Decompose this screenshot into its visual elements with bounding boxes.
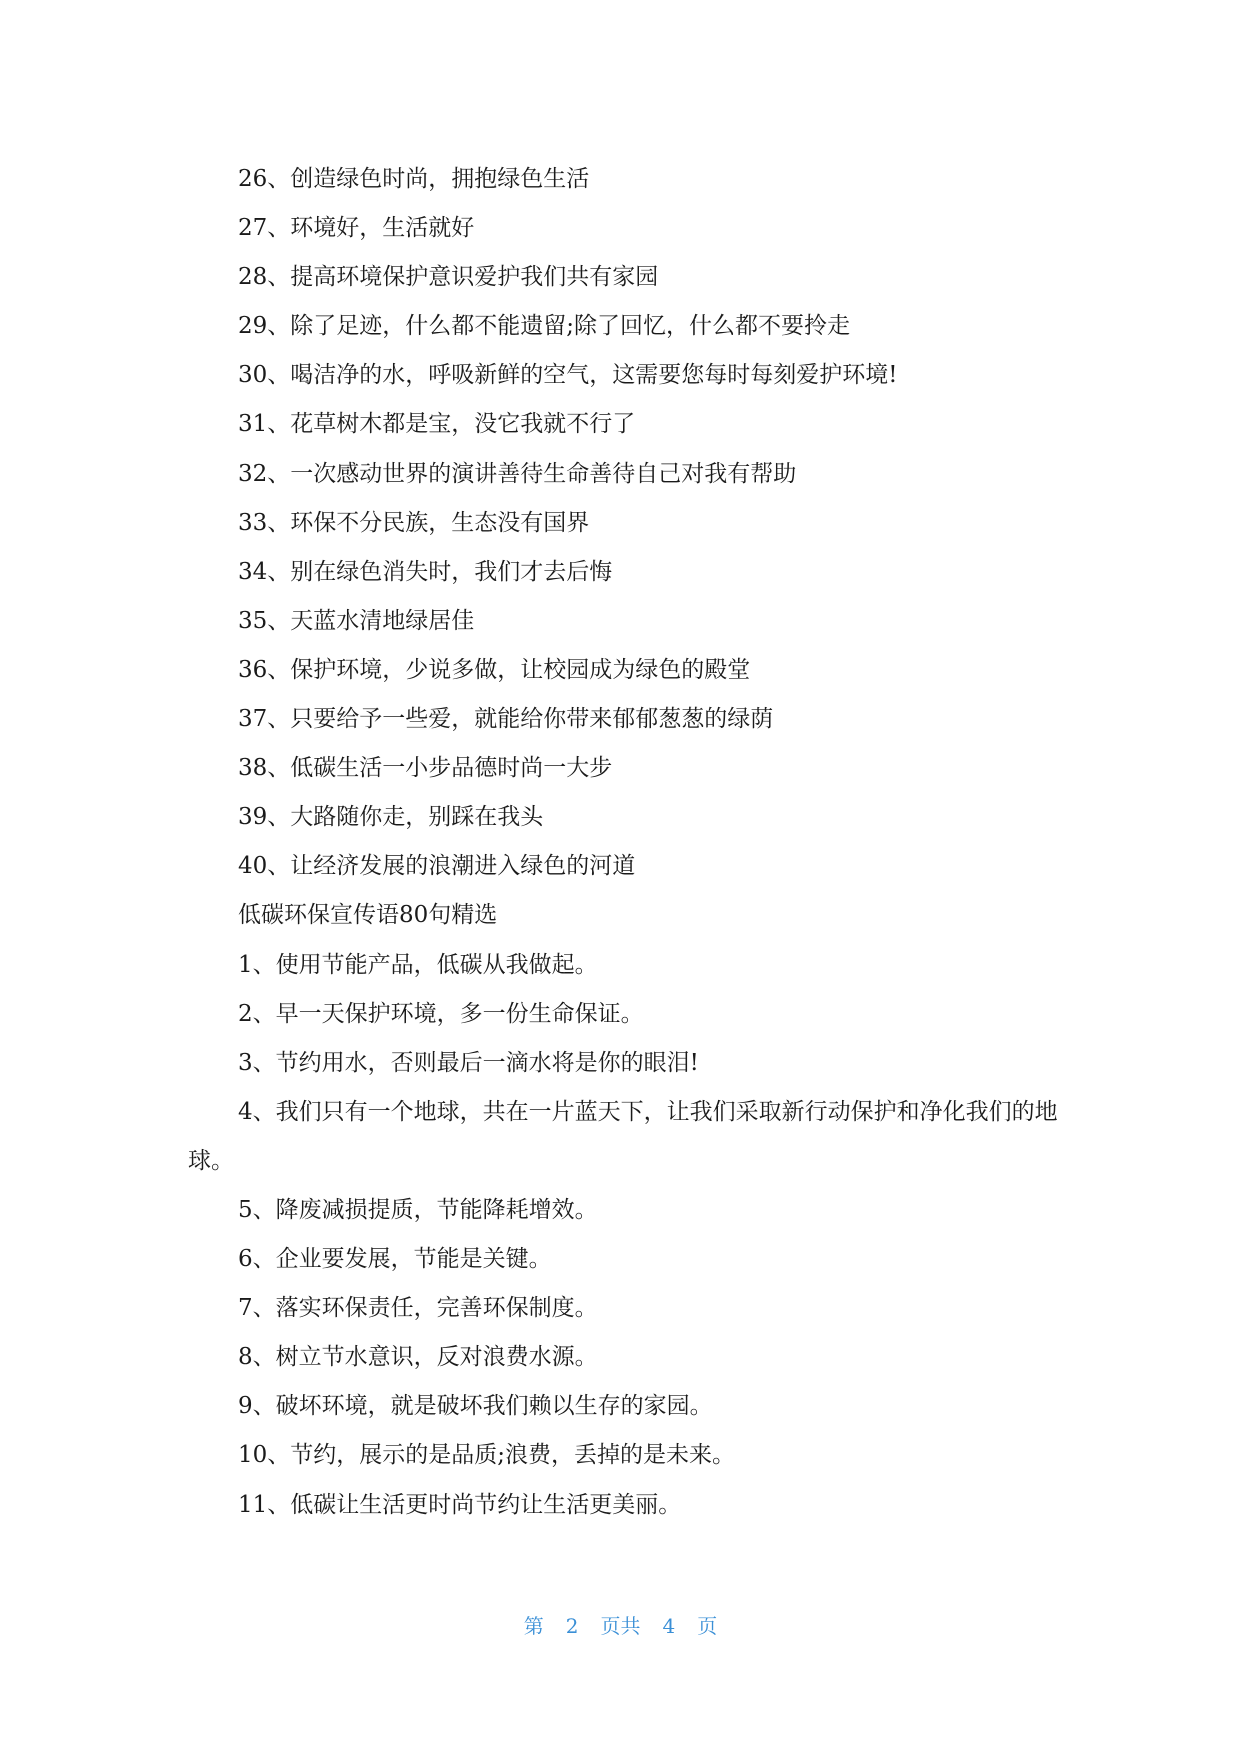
list-item: 9、破坏环境，就是破坏我们赖以生存的家园。 bbox=[238, 1393, 713, 1420]
list-item: 37、只要给予一些爱，就能给你带来郁郁葱葱的绿荫 bbox=[238, 706, 774, 733]
list-item: 38、低碳生活一小步品德时尚一大步 bbox=[238, 755, 613, 782]
list-item: 2、早一天保护环境，多一份生命保证。 bbox=[238, 1000, 644, 1027]
list-item: 33、环保不分民族，生态没有国界 bbox=[238, 509, 590, 536]
footer-prefix: 第 bbox=[523, 1614, 544, 1638]
list-item: 34、别在绿色消失时，我们才去后悔 bbox=[238, 558, 613, 585]
list-item: 6、企业要发展，节能是关键。 bbox=[238, 1246, 552, 1273]
list-item: 26、创造绿色时尚，拥抱绿色生活 bbox=[238, 166, 590, 192]
list-item: 11、低碳让生活更时尚节约让生活更美丽。 bbox=[238, 1491, 682, 1518]
list-item: 7、落实环保责任，完善环保制度。 bbox=[238, 1295, 598, 1322]
footer-suffix: 页 bbox=[697, 1614, 718, 1638]
footer-middle: 页共 bbox=[600, 1614, 641, 1638]
list-item: 3、节约用水，否则最后一滴水将是你的眼泪! bbox=[238, 1049, 699, 1076]
list-item: 30、喝洁净的水，呼吸新鲜的空气，这需要您每时每刻爱护环境! bbox=[238, 362, 898, 389]
list-item: 27、环境好，生活就好 bbox=[238, 215, 475, 242]
section-title: 低碳环保宣传语80句精选 bbox=[238, 902, 498, 929]
page-footer bbox=[0, 1610, 1241, 1639]
list-item: 39、大路随你走，别踩在我头 bbox=[238, 804, 544, 831]
list-item: 1、使用节能产品，低碳从我做起。 bbox=[238, 951, 598, 978]
list-item: 10、节约，展示的是品质;浪费，丢掉的是未来。 bbox=[238, 1442, 736, 1469]
list-item: 5、降废减损提质，节能降耗增效。 bbox=[238, 1196, 598, 1223]
list-item: 28、提高环境保护意识爱护我们共有家园 bbox=[238, 264, 659, 291]
list-item: 35、天蓝水清地绿居佳 bbox=[238, 607, 475, 634]
list-item: 36、保护环境，少说多做，让校园成为绿色的殿堂 bbox=[238, 656, 751, 683]
slogan-list-b bbox=[188, 1186, 1058, 1530]
list-item: 8、树立节水意识，反对浪费水源。 bbox=[238, 1344, 598, 1371]
list-item-wrapped: 4、我们只有一个地球，共在一片蓝天下，让我们采取新行动保护和净化我们的地球。 bbox=[188, 1098, 1058, 1174]
list-item: 32、一次感动世界的演讲善待生命善待自己对我有帮助 bbox=[238, 460, 797, 487]
list-item: 29、除了足迹，什么都不能遗留;除了回忆，什么都不要拎走 bbox=[238, 313, 851, 340]
footer-total-pages: 4 bbox=[662, 1614, 676, 1638]
list-item: 40、让经济发展的浪潮进入绿色的河道 bbox=[238, 853, 636, 880]
document-body bbox=[188, 155, 1058, 1530]
footer-current-page: 2 bbox=[565, 1614, 579, 1638]
slogan-list-a bbox=[188, 941, 1058, 1088]
list-item: 31、花草树木都是宝，没它我就不行了 bbox=[238, 411, 636, 438]
slogan-list-continued bbox=[188, 155, 1058, 891]
